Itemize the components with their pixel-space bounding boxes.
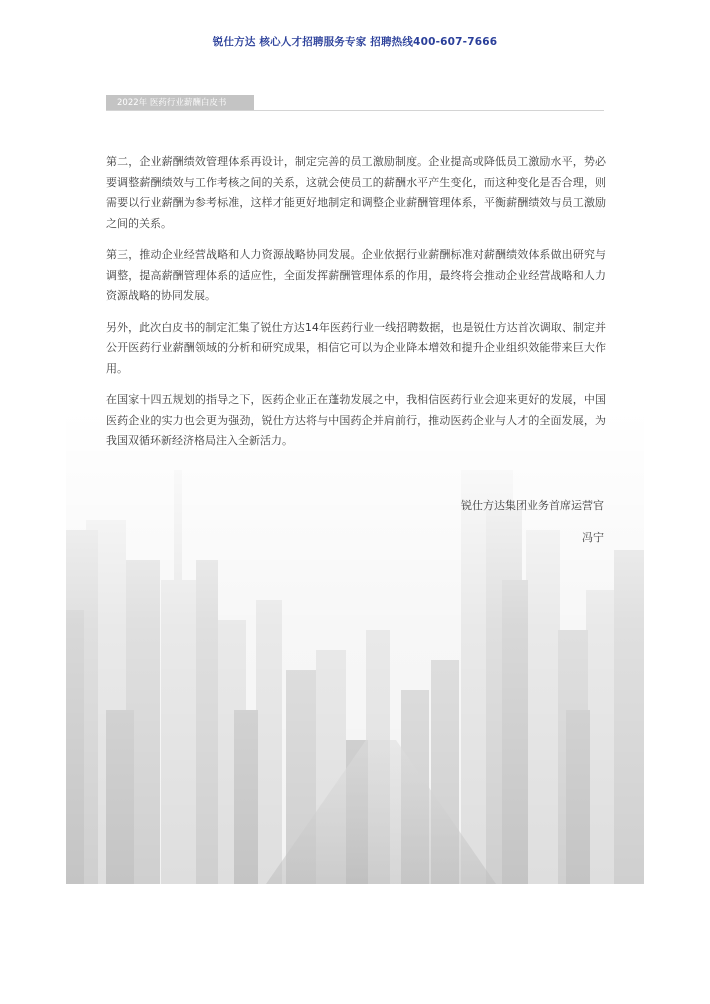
signature-title: 锐仕方达集团业务首席运营官: [461, 499, 604, 512]
section-tag: 2022年 医药行业薪酬白皮书: [106, 95, 254, 111]
header-divider: [106, 110, 604, 111]
city-skyline-background: [66, 410, 644, 884]
paragraph-2: 第三，推动企业经营战略和人力资源战略协同发展。企业依据行业薪酬标准对薪酬绩效体系做出研究与调整，提高薪酬管理体系的适应性，全面发挥薪酬管理体系的作用，最终将会推动企业经营战略和人力资源战略的协同发展。: [106, 248, 606, 302]
header-banner: 锐仕方达 核心人才招聘服务专家 招聘热线400-607-7666: [212, 36, 498, 48]
paragraph-3: 另外，此次白皮书的制定汇集了锐仕方达14年医药行业一线招聘数据，也是锐仕方达首次调取、制定并公开医药行业薪酬领域的分析和研究成果，相信它可以为企业降本增效和提升企业组织效能带来巨大作用。: [106, 320, 606, 375]
signature-block: [461, 490, 604, 554]
paragraph-1: 第二，企业薪酬绩效管理体系再设计，制定完善的员工激励制度。企业提高或降低员工激励水平，势必要调整薪酬绩效与工作考核之间的关系，这就会使员工的薪酬水平产生变化，而这种变化是否合理，则需要以行业薪酬为参考标准，这样才能更好地制定和调整企业薪酬管理体系，平衡薪酬绩效与员工激励之间的关系。: [106, 155, 606, 230]
signature-name: 冯宁: [582, 531, 604, 544]
paragraph-4: 在国家十四五规划的指导之下，医药企业正在蓬勃发展之中，我相信医药行业会迎来更好的发展，中国医药企业的实力也会更为强劲，锐仕方达将与中国药企并肩前行，推动医药企业与人才的全面发展，为我国双循环新经济格局注入全新活力。: [106, 393, 606, 447]
body-text: [106, 152, 606, 463]
